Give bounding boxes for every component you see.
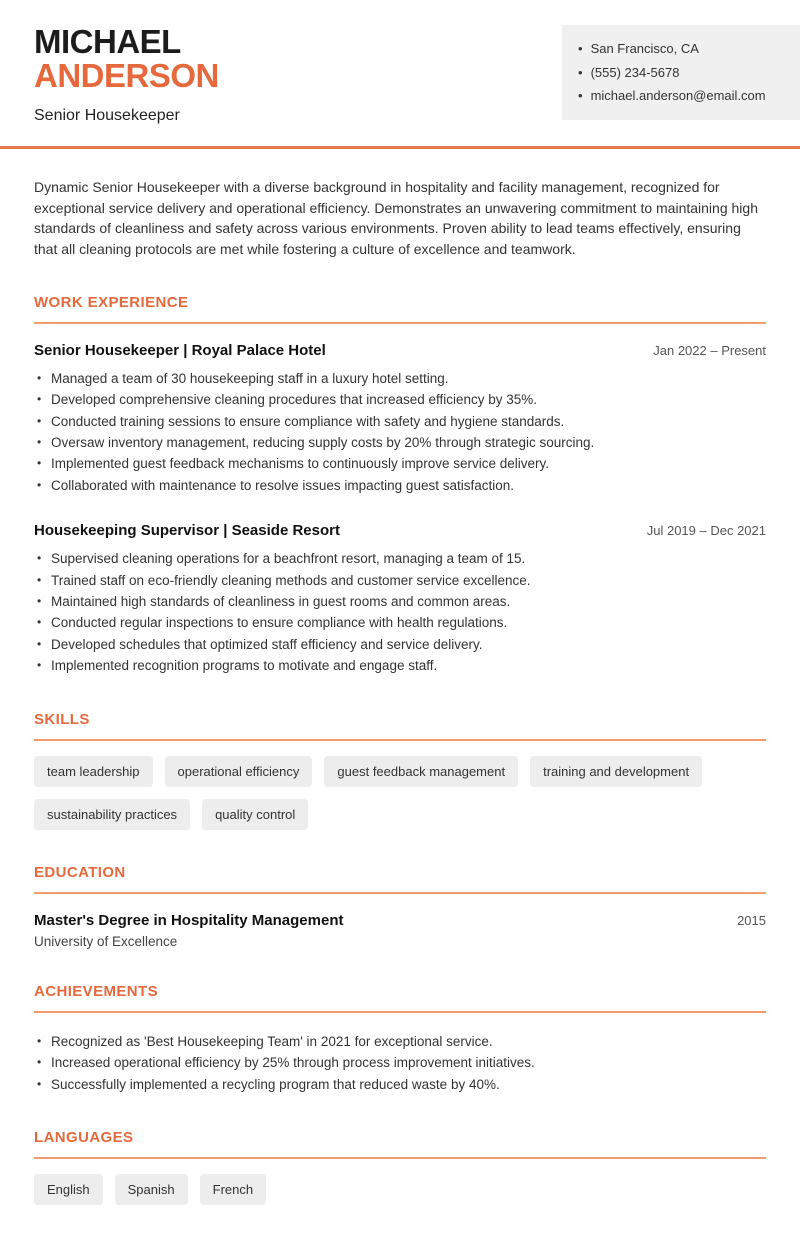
bullet-icon: • — [578, 88, 583, 103]
contact-item-text: (555) 234-5678 — [590, 64, 680, 80]
skill-pill: guest feedback management — [324, 756, 518, 787]
section-work-experience — [34, 294, 766, 677]
school-name: University of Excellence — [34, 933, 178, 949]
language-pill: English — [34, 1174, 103, 1205]
bullet-icon: • — [578, 64, 583, 80]
role-title: Senior Housekeeper — [34, 107, 180, 124]
skill-pill: quality control — [202, 799, 308, 830]
section-education — [34, 864, 766, 949]
job-entry — [34, 522, 766, 676]
job-title: Senior Housekeeper | Royal Palace Hotel — [34, 341, 326, 359]
header-divider — [0, 146, 800, 149]
achievement-bullet-list — [34, 1031, 766, 1095]
achievements-heading: ACHIEVEMENTS — [34, 983, 766, 1013]
job-bullet: • Implemented recognition programs to motivate and engage staff. — [34, 655, 766, 676]
job-bullet: • Collaborated with maintenance to resolve issues impacting guest satisfaction. — [34, 475, 766, 496]
job-bullet: • Managed a team of 30 housekeeping staff in a luxury hotel setting. — [34, 368, 766, 389]
skill-pill: team leadership — [34, 756, 153, 787]
job-bullet: • Supervised cleaning operations for a beachfront resort, managing a team of 15. — [34, 548, 766, 569]
languages-pill-list — [34, 1174, 766, 1205]
job-title: Housekeeping Supervisor | Seaside Resort — [34, 522, 340, 540]
job-dates: Jan 2022 – Present — [653, 342, 766, 358]
education-heading: EDUCATION — [34, 864, 766, 894]
job-entry — [34, 342, 766, 496]
summary-paragraph: Dynamic Senior Housekeeper with a diverse background in hospitality and facility management, recognized for exceptional service delivery and operational efficiency. Demonstrates an unwavering commitment to maintaining high standards of cleanliness and safety across various environments. Proven ability to lead teams effectively, ensuring that all cleaning protocols are met while fostering a culture of excellence and teamwork. — [34, 179, 758, 258]
language-pill: French — [200, 1174, 266, 1205]
section-achievements — [34, 983, 766, 1095]
work-experience-heading: WORK EXPERIENCE — [34, 294, 766, 324]
languages-heading: LANGUAGES — [34, 1129, 766, 1159]
job-bullet-list — [34, 548, 766, 676]
achievement-bullet: • Recognized as 'Best Housekeeping Team' in 2021 for exceptional service. — [34, 1031, 766, 1052]
section-languages — [34, 1129, 766, 1205]
skills-heading: SKILLS — [34, 711, 766, 741]
contact-item — [578, 61, 786, 85]
achievement-bullet: • Successfully implemented a recycling program that reduced waste by 40%. — [34, 1074, 766, 1095]
job-header — [34, 342, 766, 359]
last-name: ANDERSON — [34, 57, 219, 94]
graduation-year: 2015 — [737, 912, 766, 928]
education-entry — [34, 912, 766, 929]
contact-item — [578, 37, 786, 61]
job-header — [34, 522, 766, 539]
skill-pill: operational efficiency — [165, 756, 313, 787]
bullet-icon: • — [578, 41, 583, 56]
skills-pill-list — [34, 756, 766, 830]
job-bullet: • Conducted training sessions to ensure compliance with safety and hygiene standards. — [34, 411, 766, 432]
job-bullet: • Conducted regular inspections to ensure compliance with health regulations. — [34, 612, 766, 633]
contact-card — [562, 25, 800, 120]
degree-title: Master's Degree in Hospitality Management — [34, 911, 344, 929]
job-dates: Jul 2019 – Dec 2021 — [646, 523, 766, 539]
skill-pill: sustainability practices — [34, 799, 190, 830]
job-bullet: • Developed schedules that optimized staff efficiency and service delivery. — [34, 634, 766, 655]
job-bullet: • Oversaw inventory management, reducing supply costs by 20% through strategic sourcing. — [34, 432, 766, 453]
resume-body — [0, 177, 800, 1235]
first-name: MICHAEL — [34, 23, 181, 60]
section-skills — [34, 711, 766, 830]
contact-item — [578, 84, 786, 108]
contact-item-text: San Francisco, CA — [590, 41, 699, 56]
resume-header — [0, 0, 800, 125]
skill-pill: training and development — [530, 756, 702, 787]
job-bullet: • Trained staff on eco-friendly cleaning methods and customer service excellence. — [34, 570, 766, 591]
job-bullet: • Implemented guest feedback mechanisms to continuously improve service delivery. — [34, 453, 766, 474]
achievement-bullet: • Increased operational efficiency by 25% through process improvement initiatives. — [34, 1052, 766, 1073]
job-bullet-list — [34, 368, 766, 496]
job-bullet: • Developed comprehensive cleaning procedures that increased efficiency by 35%. — [34, 389, 766, 410]
job-bullet: • Maintained high standards of cleanliness in guest rooms and common areas. — [34, 591, 766, 612]
contact-item-text: michael.anderson@email.com — [590, 88, 766, 103]
language-pill: Spanish — [115, 1174, 188, 1205]
